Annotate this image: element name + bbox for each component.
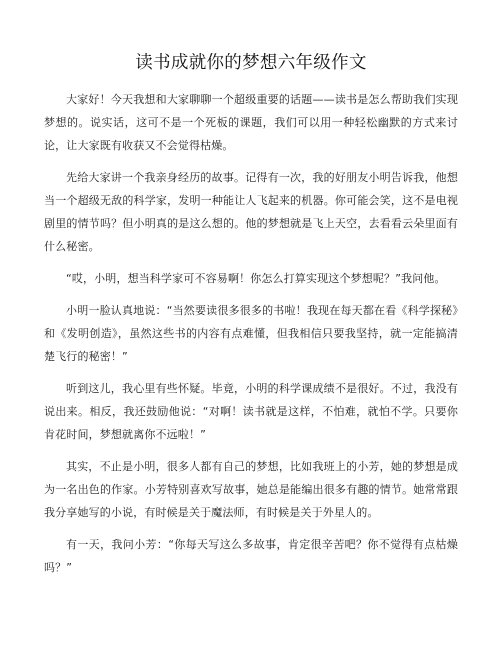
paragraph-1: 大家好！今天我想和大家聊聊一个超级重要的话题——读书是怎么帮助我们实现梦想的。说实话，这可不是一个死板的课题，我们可以用一种轻松幽默的方式来讨论，让大家既有收获又不会觉得枯燥。 xyxy=(44,93,458,152)
paragraph-7: 有一天，我问小芳：“你每天写这么多故事，肯定很辛苦吧？你不觉得有点枯燥吗？” xyxy=(44,538,458,574)
paragraph-6: 其实，不止是小明，很多人都有自己的梦想，比如我班上的小芳，她的梦想是成为一名出色的作家。小芳特别喜欢写故事，她总是能编出很多有趣的情节。她常常跟我分享她写的小说，有时候是关于魔法师，有时候是关于外星人的。 xyxy=(44,460,458,519)
paragraph-3: “哎，小明，想当科学家可不容易啊！你怎么打算实现这个梦想呢？”我问他。 xyxy=(66,272,446,285)
paragraph-4: 小明一脸认真地说：“当然要读很多很多的书啦！我现在每天都在看《科学探秘》和《发明创造》，虽然这些书的内容有点难懂，但我相信只要我坚持，就一定能搞清楚飞行的秘密！” xyxy=(44,304,458,363)
document-title: 读书成就你的梦想六年级作文 xyxy=(135,53,367,73)
paragraph-2: 先给大家讲一个我亲身经历的故事。记得有一次，我的好朋友小明告诉我，他想当一个超级无敌的科学家，发明一种能让人飞起来的机器。你可能会笑，这不是电视剧里的情节吗？但小明真的是这么想的。他的梦想就是飞上天空，去看看云朵里面有什么秘密。 xyxy=(44,171,458,253)
paragraph-5: 听到这儿，我心里有些怀疑。毕竟，小明的科学课成绩不是很好。不过，我没有说出来。相反，我还鼓励他说：“对啊！读书就是这样，不怕难，就怕不学。只要你肯花时间，梦想就离你不远啦！” xyxy=(44,382,458,441)
